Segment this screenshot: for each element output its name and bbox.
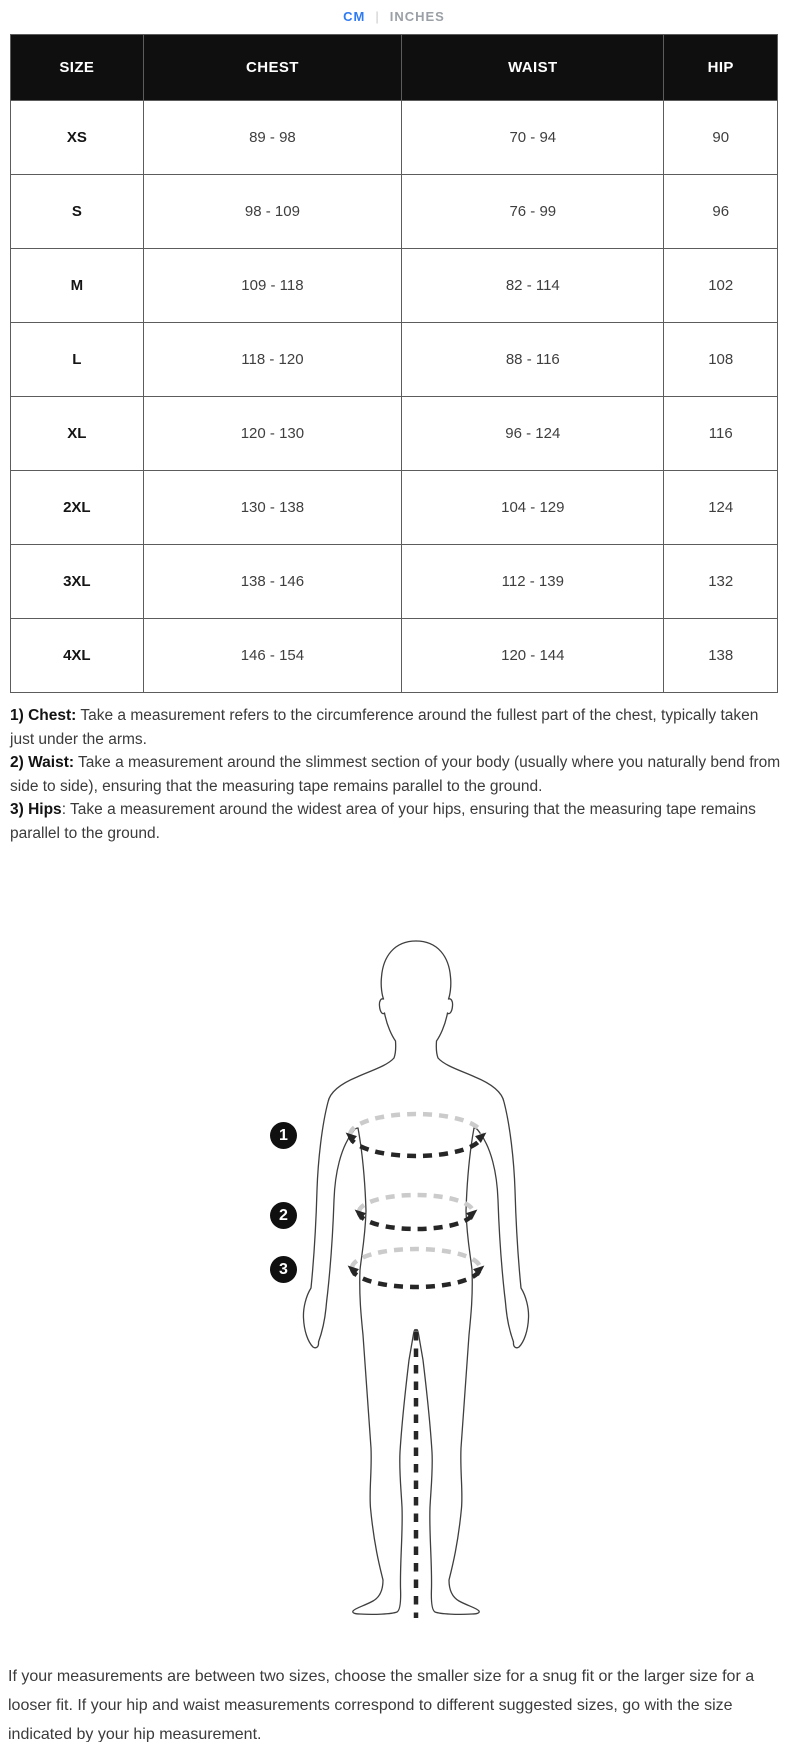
chest-value-cell: 118 - 120: [143, 323, 401, 397]
hip-value-cell: 124: [664, 471, 778, 545]
chest-value-cell: 120 - 130: [143, 397, 401, 471]
size-label-cell: 2XL: [11, 471, 144, 545]
table-row: [11, 175, 778, 249]
marker-1-chest: 1: [270, 1122, 297, 1149]
note-chest-label: 1) Chest:: [10, 707, 77, 724]
unit-option-inches[interactable]: INCHES: [389, 9, 445, 24]
sizing-advice-text: If your measurements are between two sizes, choose the smaller size for a snug fit or the larger size for a looser fit. If your hip and waist measurements correspond to different suggested sizes, go with the size indicated by your hip measurement.: [8, 1668, 755, 1742]
waist-value-cell: 76 - 99: [402, 175, 664, 249]
hip-value-cell: 90: [664, 101, 778, 175]
waist-value-cell: 88 - 116: [402, 323, 664, 397]
table-row: [11, 249, 778, 323]
size-label-cell: M: [11, 249, 144, 323]
note-waist-text: Take a measurement around the slimmest section of your body (usually where you naturally bend from side to side), ensuring that the measuring tape remains parallel to the ground.: [10, 754, 781, 795]
waist-value-cell: 96 - 124: [402, 397, 664, 471]
waist-value-cell: 104 - 129: [402, 471, 664, 545]
table-row: [11, 397, 778, 471]
unit-toggle: [0, 9, 788, 24]
hip-value-cell: 138: [664, 619, 778, 693]
column-header-chest: CHEST: [143, 35, 401, 101]
marker-2-waist: 2: [270, 1202, 297, 1229]
hip-value-cell: 132: [664, 545, 778, 619]
hip-value-cell: 116: [664, 397, 778, 471]
unit-toggle-divider: |: [375, 9, 380, 24]
chest-value-cell: 98 - 109: [143, 175, 401, 249]
note-waist: [10, 751, 782, 798]
note-waist-label: 2) Waist:: [10, 754, 75, 771]
chest-value-cell: 130 - 138: [143, 471, 401, 545]
size-table-header: [11, 35, 778, 101]
hip-measure-band: [345, 1249, 488, 1287]
size-label-cell: XL: [11, 397, 144, 471]
waist-value-cell: 112 - 139: [402, 545, 664, 619]
column-header-waist: WAIST: [402, 35, 664, 101]
size-chart-table: [10, 34, 778, 693]
table-row: [11, 471, 778, 545]
size-label-cell: 3XL: [11, 545, 144, 619]
note-hips-label: 3) Hips: [10, 801, 62, 818]
hip-value-cell: 102: [664, 249, 778, 323]
size-label-cell: S: [11, 175, 144, 249]
hip-value-cell: 108: [664, 323, 778, 397]
note-chest-text: Take a measurement refers to the circumference around the fullest part of the chest, typically taken just under the arms.: [10, 707, 759, 748]
column-header-size: SIZE: [11, 35, 144, 101]
chest-value-cell: 146 - 154: [143, 619, 401, 693]
note-hips: [10, 798, 782, 845]
note-hips-text: : Take a measurement around the widest area of your hips, ensuring that the measuring tape remains parallel to the ground.: [10, 801, 756, 842]
marker-3-hips: 3: [270, 1256, 297, 1283]
hip-value-cell: 96: [664, 175, 778, 249]
table-row: [11, 323, 778, 397]
waist-value-cell: 82 - 114: [402, 249, 664, 323]
chest-value-cell: 89 - 98: [143, 101, 401, 175]
size-label-cell: 4XL: [11, 619, 144, 693]
unit-option-cm[interactable]: CM: [343, 9, 366, 24]
body-outline-illustration: [285, 930, 547, 1630]
measurement-notes: [10, 704, 782, 845]
note-chest: [10, 704, 782, 751]
chest-measure-band: [343, 1114, 490, 1156]
waist-measure-band: [352, 1195, 481, 1229]
waist-value-cell: 120 - 144: [402, 619, 664, 693]
chest-value-cell: 138 - 146: [143, 545, 401, 619]
size-table-body: [11, 101, 778, 693]
table-row: [11, 101, 778, 175]
table-row: [11, 619, 778, 693]
chest-value-cell: 109 - 118: [143, 249, 401, 323]
table-row: [11, 545, 778, 619]
waist-value-cell: 70 - 94: [402, 101, 664, 175]
size-label-cell: XS: [11, 101, 144, 175]
size-label-cell: L: [11, 323, 144, 397]
column-header-hip: HIP: [664, 35, 778, 101]
